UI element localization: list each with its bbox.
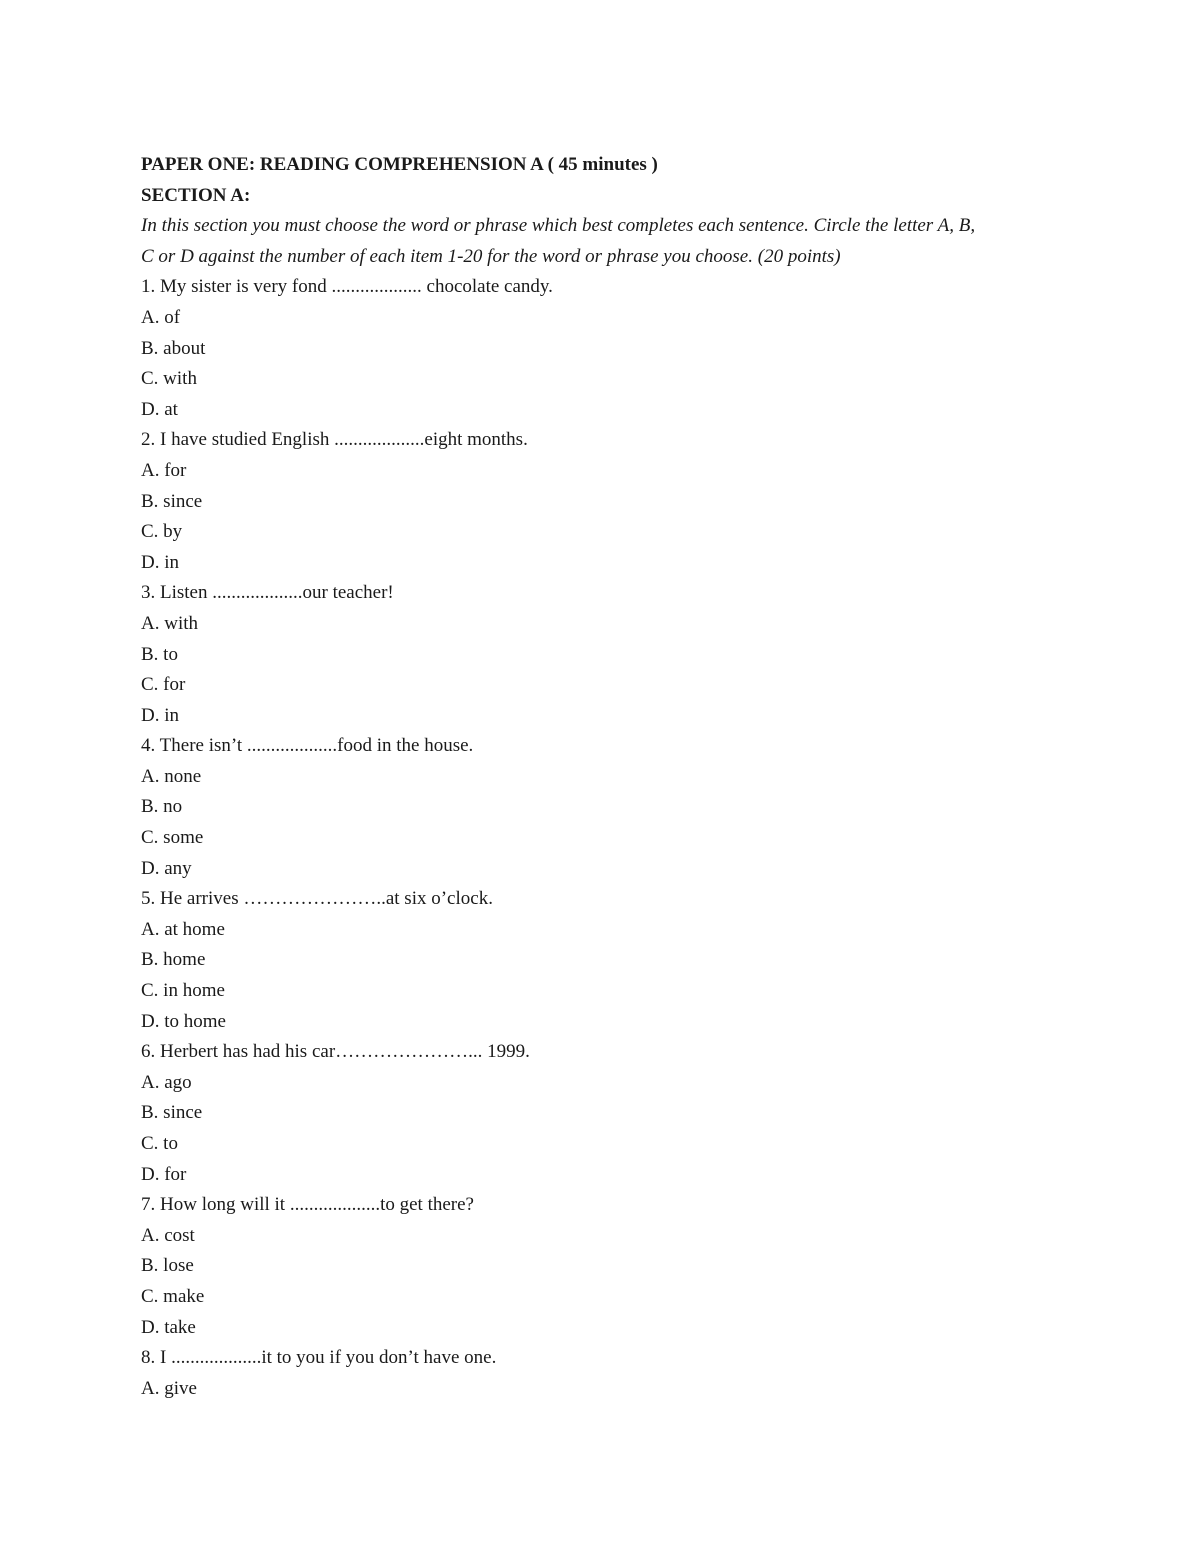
question-item [141, 731, 1071, 884]
instructions-line-1: In this section you must choose the word or phrase which best completes each sentence. Circle the letter A, B, [141, 215, 976, 237]
question-text: 4. There isn’t ...................food in the house. [141, 735, 474, 757]
answer-option: D. at [141, 398, 178, 420]
answer-option: A. of [141, 306, 181, 328]
answer-option: A. none [141, 765, 202, 787]
answer-option: C. to [141, 1133, 178, 1154]
answer-option: B. since [141, 490, 203, 512]
answer-option: B. to [141, 643, 178, 665]
question-item [141, 884, 1071, 1037]
answer-option: C. by [141, 521, 183, 543]
answer-option: D. for [141, 1163, 187, 1185]
answer-option: C. make [141, 1285, 205, 1307]
answer-option: B. lose [141, 1255, 194, 1277]
answer-option: D. any [141, 857, 192, 879]
question-text: 1. My sister is very fond ................... chocolate candy. [141, 276, 553, 298]
document-page [141, 150, 1071, 1404]
answer-option: B. since [141, 1102, 203, 1124]
answer-option: C. for [141, 674, 186, 696]
answer-option: D. to home [141, 1010, 226, 1032]
answer-option: D. in [141, 704, 179, 726]
answer-option: D. take [141, 1316, 196, 1338]
question-text: 2. I have studied English ...................eight months. [141, 429, 528, 451]
answer-option: A. cost [141, 1224, 195, 1246]
question-text: 7. How long will it ...................to get there? [141, 1194, 474, 1216]
answer-option: A. ago [141, 1071, 192, 1093]
instructions-line-2: C or D against the number of each item 1-20 for the word or phrase you choose. (20 points) [141, 245, 841, 267]
answer-option: C. with [141, 368, 197, 390]
paper-title: PAPER ONE: READING COMPREHENSION A ( 45 minutes ) [141, 154, 658, 175]
question-text: 6. Herbert has had his car…………………... 1999. [141, 1041, 530, 1063]
answer-option: C. some [141, 827, 204, 849]
section-heading: SECTION A: [141, 184, 251, 206]
answer-option: C. in home [141, 980, 225, 1002]
answer-option: D. in [141, 551, 179, 573]
answer-option: A. give [141, 1377, 197, 1399]
question-item [141, 578, 1071, 731]
question-text: 3. Listen ...................our teacher! [141, 582, 394, 604]
question-item [141, 1190, 1071, 1343]
question-item [141, 425, 1071, 578]
questions-list [141, 272, 1071, 1404]
answer-option: B. home [141, 949, 206, 971]
answer-option: B. about [141, 337, 206, 359]
question-item [141, 272, 1071, 425]
answer-option: A. with [141, 612, 198, 634]
question-text: 8. I ...................it to you if you don’t have one. [141, 1347, 497, 1369]
answer-option: A. for [141, 459, 187, 481]
answer-option: B. no [141, 796, 183, 818]
question-item [141, 1037, 1071, 1190]
question-text: 5. He arrives …………………..at six o’clock. [141, 888, 493, 910]
answer-option: A. at home [141, 918, 225, 940]
question-item [141, 1343, 1071, 1404]
